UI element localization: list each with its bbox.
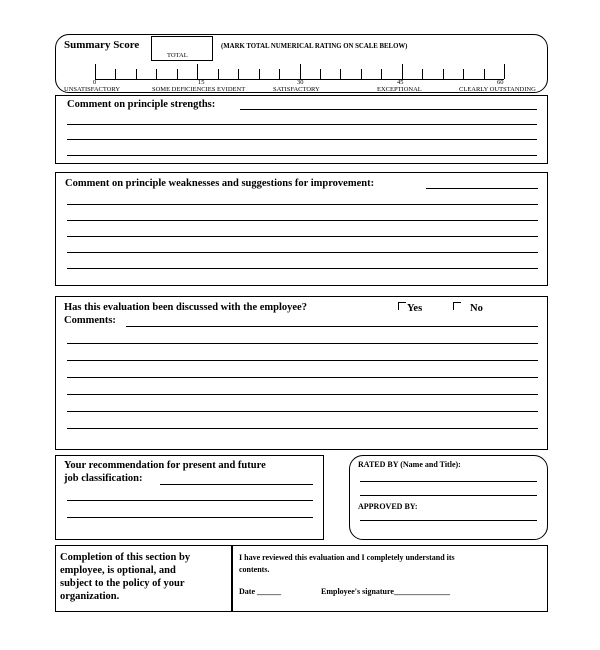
- strengths-line[interactable]: [67, 139, 537, 140]
- rated-by-label: RATED BY (Name and Title):: [358, 460, 461, 469]
- comments-label: Comments:: [64, 315, 116, 326]
- checkbox-icon: [453, 302, 461, 310]
- date-blank: ______: [257, 587, 281, 596]
- weaknesses-label: Comment on principle weaknesses and suggestions for improvement:: [65, 178, 375, 189]
- scale-number-15: 15: [198, 79, 205, 86]
- strengths-label: Comment on principle strengths:: [67, 99, 216, 110]
- weaknesses-line[interactable]: [67, 204, 538, 205]
- approved-by-label: APPROVED BY:: [358, 502, 418, 511]
- comments-line[interactable]: [67, 343, 538, 344]
- comments-line[interactable]: [126, 326, 538, 327]
- scale-number-0: 0: [93, 79, 97, 86]
- weaknesses-line[interactable]: [426, 188, 538, 189]
- summary-score-title: Summary Score: [64, 39, 140, 51]
- recommendation-label-1: Your recommendation for present and future: [64, 460, 266, 471]
- strengths-line[interactable]: [67, 124, 537, 125]
- completion-text-3: subject to the policy of your: [60, 578, 185, 589]
- scale-tick: [443, 69, 444, 79]
- scale-tick: [115, 69, 116, 79]
- no-checkbox[interactable]: [453, 302, 483, 315]
- scale-tick: [361, 69, 362, 79]
- review-text-1: I have reviewed this evaluation and I completely understand its: [239, 553, 455, 562]
- strengths-line[interactable]: [240, 109, 537, 110]
- no-label: No: [470, 303, 483, 314]
- scale-tick: [402, 64, 403, 79]
- scale-tick: [238, 69, 239, 79]
- employee-signature-field[interactable]: [321, 587, 450, 597]
- total-label: TOTAL: [167, 52, 188, 59]
- scale-tick: [95, 64, 96, 79]
- scale-tick: [218, 69, 219, 79]
- rated-by-line[interactable]: [360, 495, 537, 496]
- rated-by-line[interactable]: [360, 481, 537, 482]
- scale-number-60: 60: [497, 79, 504, 86]
- comments-line[interactable]: [67, 377, 538, 378]
- weaknesses-line[interactable]: [67, 252, 538, 253]
- approved-by-line[interactable]: [360, 520, 537, 521]
- yes-checkbox[interactable]: [398, 302, 422, 315]
- recommendation-line[interactable]: [160, 484, 313, 485]
- completion-text-4: organization.: [60, 591, 120, 602]
- comments-line[interactable]: [67, 360, 538, 361]
- scale-tick: [300, 64, 301, 79]
- scale-tick: [320, 69, 321, 79]
- scale-tick: [381, 69, 382, 79]
- scale-tick: [340, 69, 341, 79]
- scale-tick: [259, 69, 260, 79]
- weaknesses-line[interactable]: [67, 220, 538, 221]
- date-field[interactable]: [239, 587, 281, 597]
- signature-blank: ______________: [393, 587, 450, 596]
- scale-tick: [504, 64, 505, 79]
- comments-line[interactable]: [67, 394, 538, 395]
- weaknesses-line[interactable]: [67, 268, 538, 269]
- yes-label: Yes: [407, 303, 423, 314]
- employee-signature-label: Employee's signature: [321, 587, 394, 596]
- scale-label-satisfactory: SATISFACTORY: [273, 86, 320, 93]
- scale-number-30: 30: [297, 79, 304, 86]
- recommendation-line[interactable]: [67, 500, 313, 501]
- scale-tick: [279, 69, 280, 79]
- recommendation-label-2: job classification:: [64, 473, 143, 484]
- scale-tick: [463, 69, 464, 79]
- comments-line[interactable]: [67, 428, 538, 429]
- weaknesses-line[interactable]: [67, 236, 538, 237]
- scale-tick: [177, 69, 178, 79]
- scale-tick: [156, 69, 157, 79]
- checkbox-icon: [398, 302, 406, 310]
- recommendation-line[interactable]: [67, 517, 313, 518]
- review-text-2: contents.: [239, 565, 270, 574]
- scale-tick: [484, 69, 485, 79]
- date-label: Date: [239, 587, 255, 596]
- scale-label-unsatisfactory: UNSATISFACTORY: [64, 86, 121, 93]
- scale-label-exceptional: EXCEPTIONAL: [377, 86, 422, 93]
- scale-tick: [197, 64, 198, 79]
- completion-text-1: Completion of this section by: [60, 552, 191, 563]
- scale-label-some-deficiencies: SOME DEFICIENCIES EVIDENT: [152, 86, 246, 93]
- scale-number-45: 45: [397, 79, 404, 86]
- strengths-line[interactable]: [67, 155, 537, 156]
- scale-tick: [136, 69, 137, 79]
- scale-tick: [422, 69, 423, 79]
- scale-instruction: (MARK TOTAL NUMERICAL RATING ON SCALE BELOW): [221, 43, 408, 50]
- completion-text-2: employee, is optional, and: [60, 565, 176, 576]
- discussion-question: Has this evaluation been discussed with the employee?: [64, 302, 307, 313]
- discussion-section: [55, 296, 548, 450]
- comments-line[interactable]: [67, 411, 538, 412]
- scale-label-clearly-outstanding: CLEARLY OUTSTANDING: [459, 86, 536, 93]
